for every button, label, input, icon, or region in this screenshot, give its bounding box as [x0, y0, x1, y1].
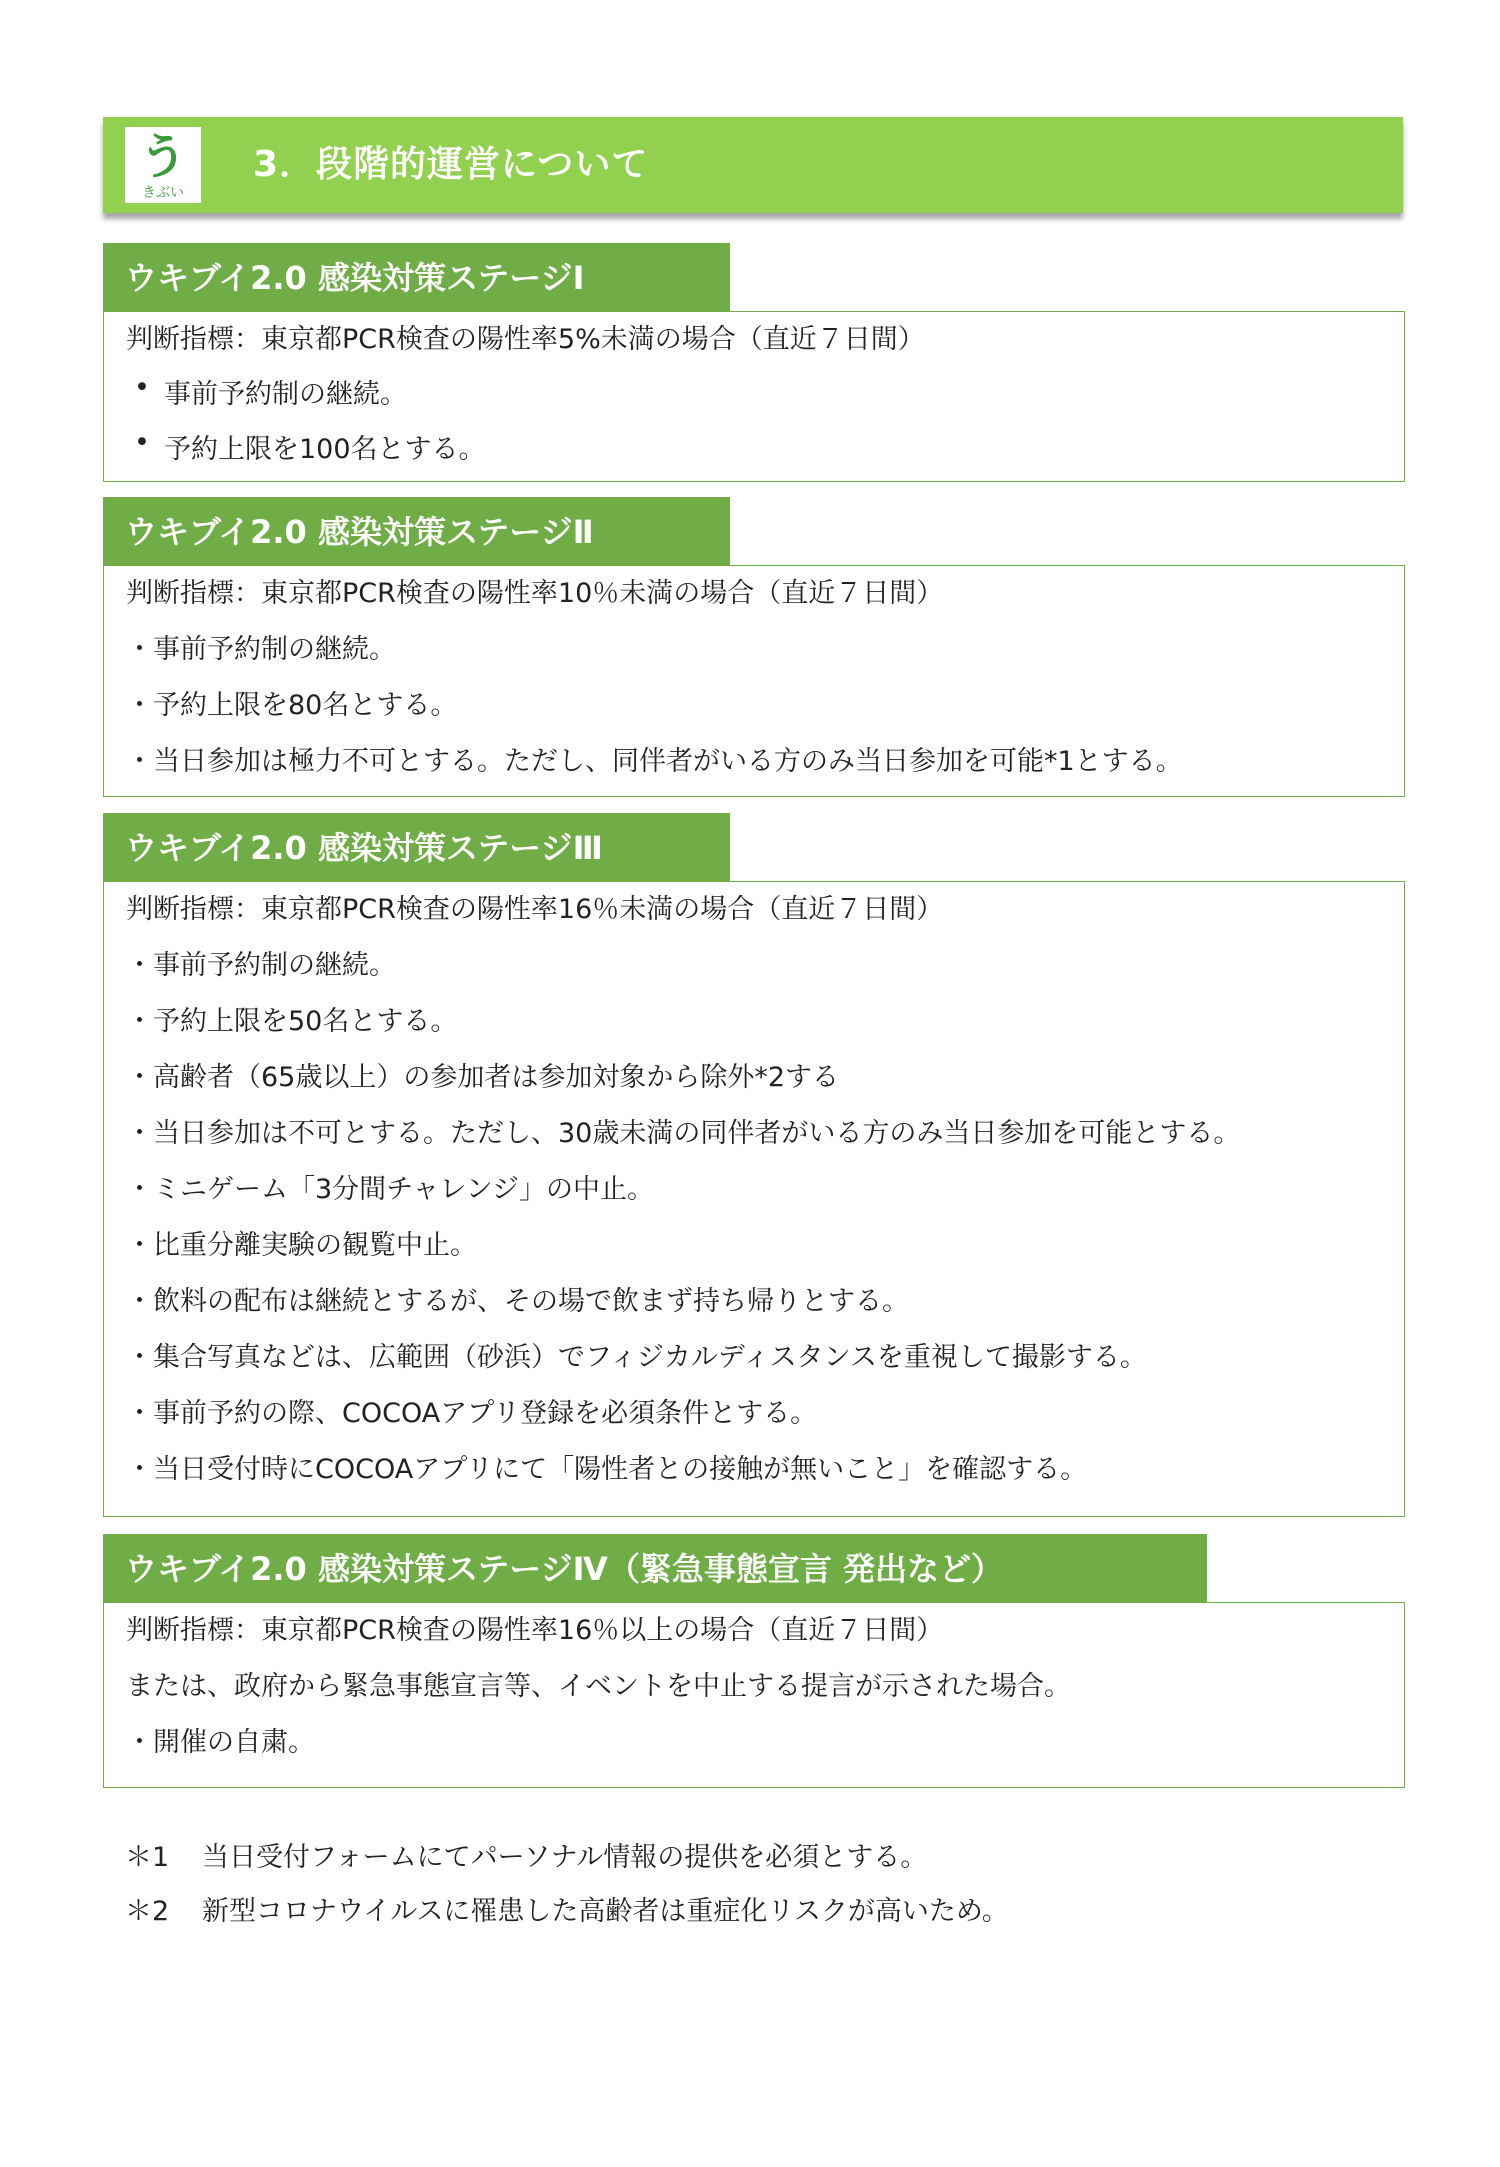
footnote-text: 当日受付フォームにてパーソナル情報の提供を必須とする。	[202, 1842, 928, 1873]
list-item: 事前予約制の継続。	[164, 379, 407, 410]
list-item: ・当日受付時にCOCOAアプリにて「陽性者との接触が無いこと」を確認する。	[126, 1454, 1088, 1485]
list-item: ・飲料の配布は継続とするが、その場で飲まず持ち帰りとする。	[126, 1286, 909, 1317]
stage-4-box	[103, 1602, 1405, 1788]
stage-2-criteria: 判断指標：東京都PCR検査の陽性率10％未満の場合（直近７日間）	[126, 578, 944, 609]
list-item: ・比重分離実験の観覧中止。	[126, 1230, 477, 1261]
stage-2-title: ウキブイ2.0 感染対策ステージⅡ	[103, 497, 730, 567]
stage-4-criteria: 判断指標：東京都PCR検査の陽性率16％以上の場合（直近７日間）	[126, 1615, 944, 1646]
stage-2-box	[103, 565, 1405, 797]
list-item: ・事前予約の際、COCOAアプリ登録を必須条件とする。	[126, 1398, 818, 1429]
list-item: ・事前予約制の継続。	[126, 634, 396, 665]
stage-3-title: ウキブイ2.0 感染対策ステージⅢ	[103, 813, 730, 883]
bullet-icon: •	[134, 372, 150, 403]
list-item: ・予約上限を50名とする。	[126, 1006, 458, 1037]
list-item: ・高齢者（65歳以上）の参加者は参加対象から除外*2する	[126, 1062, 840, 1093]
stage-3-criteria: 判断指標：東京都PCR検査の陽性率16％未満の場合（直近７日間）	[126, 894, 944, 925]
footnote-2	[125, 1889, 1009, 1928]
svg-text:う: う	[138, 129, 188, 185]
footnote-mark: ＊1	[125, 1842, 170, 1873]
ukibui-logo	[125, 127, 201, 203]
bullet-icon: •	[134, 427, 150, 458]
list-item: ・集合写真などは、広範囲（砂浜）でフィジカルディスタンスを重視して撮影する。	[126, 1342, 1147, 1373]
footnote-mark: ＊2	[125, 1896, 170, 1927]
stage-1-criteria: 判断指標：東京都PCR検査の陽性率5%未満の場合（直近７日間）	[126, 324, 925, 355]
list-item: ・開催の自粛。	[126, 1727, 315, 1758]
list-item: ・当日参加は不可とする。ただし、30歳未満の同伴者がいる方のみ当日参加を可能とする。	[126, 1118, 1241, 1149]
list-item: ・当日参加は極力不可とする。ただし、同伴者がいる方のみ当日参加を可能*1とする。	[126, 746, 1183, 777]
svg-text:きぶい: きぶい	[142, 185, 184, 201]
section-title: 3．段階的運営について	[253, 144, 649, 185]
section-header-bar	[103, 117, 1403, 213]
list-item: ・予約上限を80名とする。	[126, 690, 458, 721]
stage-1-title: ウキブイ2.0 感染対策ステージⅠ	[103, 243, 730, 313]
list-item: ・ミニゲーム「3分間チャレンジ」の中止。	[126, 1174, 655, 1205]
list-item: 予約上限を100名とする。	[164, 434, 486, 465]
list-item: ・事前予約制の継続。	[126, 950, 396, 981]
list-item: または、政府から緊急事態宣言等、イベントを中止する提言が示された場合。	[126, 1671, 1071, 1702]
stage-4-title: ウキブイ2.0 感染対策ステージⅣ（緊急事態宣言 発出など）	[103, 1534, 1207, 1604]
footnote-1	[125, 1835, 927, 1874]
stage-1-box	[103, 311, 1405, 482]
stage-3-box	[103, 881, 1405, 1517]
footnote-text: 新型コロナウイルスに罹患した高齢者は重症化リスクが高いため。	[202, 1896, 1009, 1927]
